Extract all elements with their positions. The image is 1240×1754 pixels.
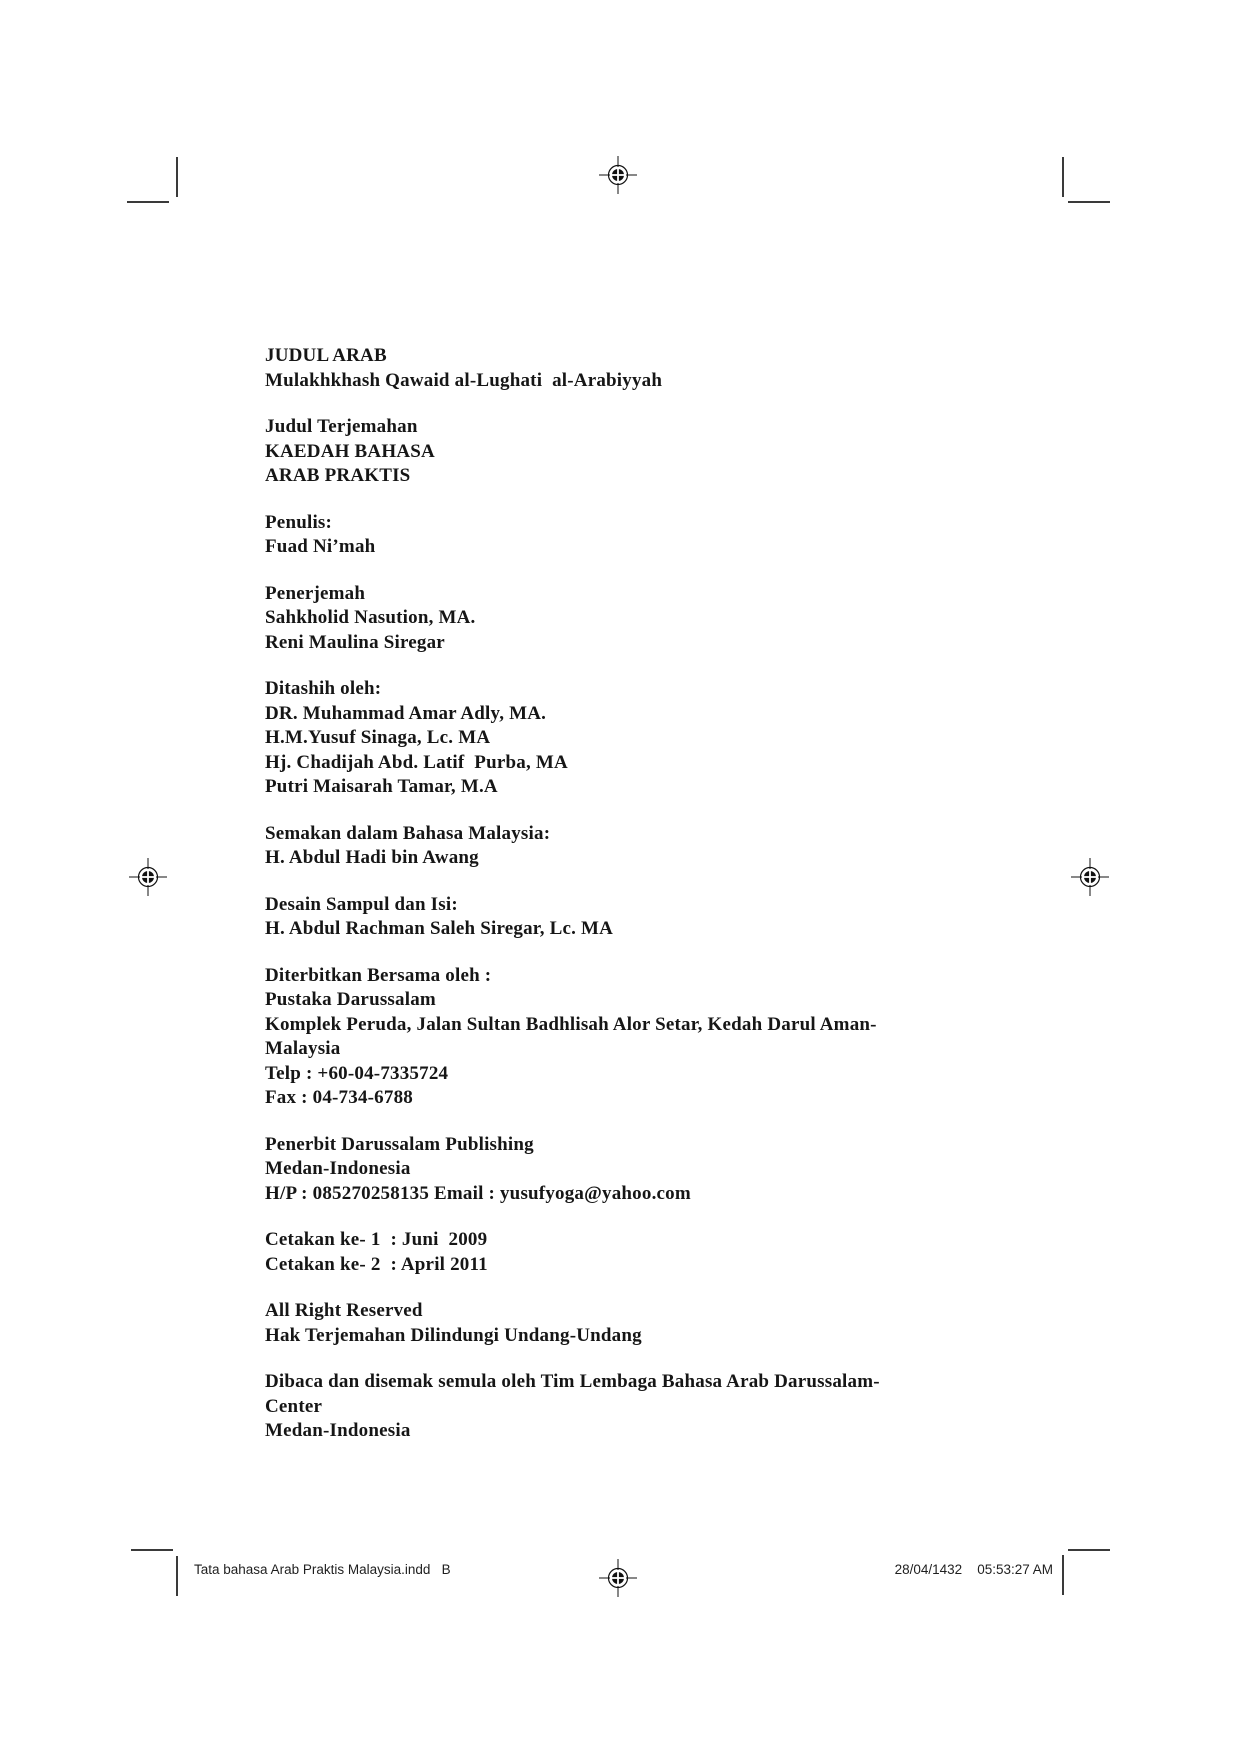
colophon: [265, 344, 905, 1466]
colophon-line: JUDUL ARAB: [265, 345, 387, 366]
colophon-line: Medan-Indonesia: [265, 1420, 411, 1441]
colophon-line: Penerbit Darussalam Publishing: [265, 1133, 534, 1155]
colophon-section: [265, 822, 905, 871]
colophon-line: Putri Maisarah Tamar, M.A: [265, 776, 498, 797]
colophon-line: Hj. Chadijah Abd. Latif Purba, MA: [265, 751, 568, 773]
colophon-line: Cetakan ke- 1 : Juni 2009: [265, 1229, 488, 1250]
colophon-line: H. Abdul Hadi bin Awang: [265, 847, 479, 868]
colophon-line: Mulakhkhash Qawaid al-Lughati al-Arabiyyah: [265, 369, 663, 391]
colophon-section: [265, 677, 905, 800]
colophon-line: Telp : +60-04-7335724: [265, 1062, 449, 1084]
colophon-line: Hak Terjemahan Dilindungi Undang-Undang: [265, 1324, 642, 1346]
footer-timestamp: 28/04/1432 05:53:27 AM: [894, 1562, 1053, 1577]
colophon-line: Malaysia: [265, 1038, 341, 1059]
colophon-line: Desain Sampul dan Isi:: [265, 893, 458, 915]
crop-mark: [1062, 157, 1064, 197]
crop-mark: [176, 1556, 178, 1596]
colophon-line: DR. Muhammad Amar Adly, MA.: [265, 702, 547, 724]
colophon-line: H/P : 085270258135 Email : yusufyoga@yahoo.com: [265, 1182, 691, 1204]
crop-mark: [131, 1549, 173, 1551]
colophon-line: Sahkholid Nasution, MA.: [265, 607, 476, 628]
colophon-line: Penulis:: [265, 511, 333, 533]
colophon-line: Cetakan ke- 2 : April 2011: [265, 1253, 488, 1275]
colophon-line: KAEDAH BAHASA: [265, 440, 435, 462]
colophon-section: [265, 1370, 905, 1444]
colophon-line: Medan-Indonesia: [265, 1158, 411, 1179]
crop-mark: [127, 201, 169, 203]
colophon-section: [265, 415, 905, 489]
registration-crosshair-icon: [1071, 858, 1109, 896]
registration-crosshair-icon: [599, 156, 637, 194]
registration-crosshair-icon: [599, 1559, 637, 1597]
crop-mark: [1068, 1549, 1110, 1551]
colophon-line: H.M.Yusuf Sinaga, Lc. MA: [265, 727, 491, 748]
colophon-section: [265, 1228, 905, 1277]
colophon-section: [265, 964, 905, 1111]
colophon-section: [265, 1133, 905, 1207]
colophon-section: [265, 893, 905, 942]
colophon-line: Pustaka Darussalam: [265, 989, 436, 1010]
colophon-section: [265, 511, 905, 560]
colophon-line: Reni Maulina Siregar: [265, 631, 445, 653]
crop-mark: [1062, 1555, 1064, 1595]
crop-mark: [176, 157, 178, 197]
colophon-section: [265, 344, 905, 393]
colophon-line: Fax : 04-734-6788: [265, 1087, 413, 1108]
colophon-line: Penerjemah: [265, 582, 366, 604]
colophon-line: Komplek Peruda, Jalan Sultan Badhlisah Alor Setar, Kedah Darul Aman-: [265, 1013, 877, 1035]
colophon-line: Center: [265, 1395, 323, 1417]
colophon-line: All Right Reserved: [265, 1300, 423, 1321]
colophon-line: H. Abdul Rachman Saleh Siregar, Lc. MA: [265, 918, 614, 939]
colophon-section: [265, 1299, 905, 1348]
registration-crosshair-icon: [129, 858, 167, 896]
crop-mark: [1068, 201, 1110, 203]
colophon-line: Dibaca dan disemak semula oleh Tim Lembaga Bahasa Arab Darussalam-: [265, 1371, 880, 1392]
colophon-line: Judul Terjemahan: [265, 416, 418, 437]
footer-filename: Tata bahasa Arab Praktis Malaysia.indd B: [194, 1562, 451, 1577]
colophon-line: Ditashih oleh:: [265, 678, 382, 699]
colophon-line: ARAB PRAKTIS: [265, 465, 411, 486]
colophon-line: Diterbitkan Bersama oleh :: [265, 964, 492, 986]
colophon-section: [265, 582, 905, 656]
colophon-line: Semakan dalam Bahasa Malaysia:: [265, 822, 551, 844]
colophon-line: Fuad Ni’mah: [265, 536, 376, 557]
